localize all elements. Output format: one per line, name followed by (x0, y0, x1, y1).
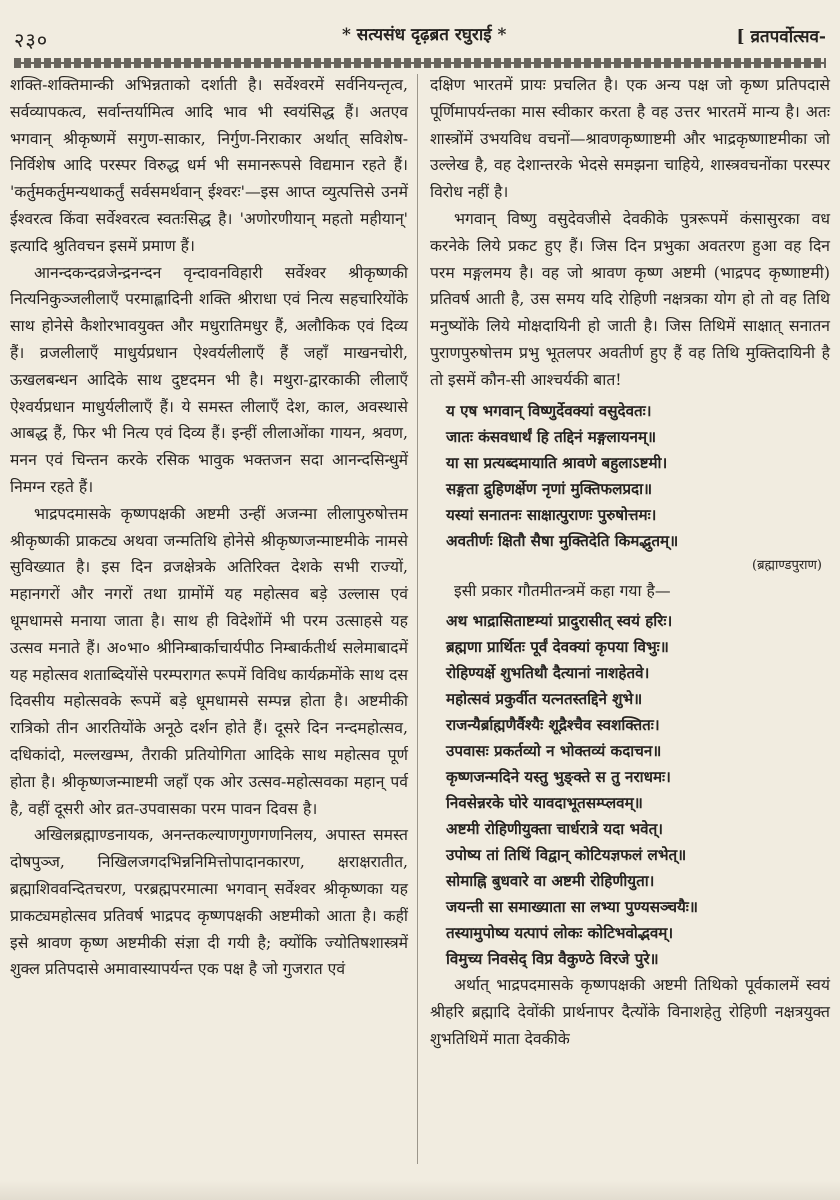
paragraph: भाद्रपदमासके कृष्णपक्षकी अष्टमी उन्हीं अजन्मा लीलापुरुषोत्तम श्रीकृष्णकी प्राकट्य अथवा जन्मतिथि होनेसे श्रीकृष्णजन्माष्टमीके नामसे सुविख्यात है। इस दिन व्रजक्षेत्रके अतिरिक्त देशके सभी राज्यों, महानगरों और नगरों तथा ग्रामोंमें यह महोत्सव बड़े उल्लास एवं धूमधामसे मनाया जाता है। साथ ही विदेशोंमें भी परम उत्साहसे यह उत्सव मनाते हैं। अ०भा० श्रीनिम्बार्काचार्यपीठ निम्बार्कतीर्थ सलेमाबादमें यह महोत्सव शताब्दियोंसे परम्परागत रूपमें विविध कार्यक्रमोंके साथ दस दिवसीय महोत्सवके रूपमें बड़े धूमधामसे सम्पन्न होता है। अष्टमीकी रात्रिको तीन आरतियोंके अनूठे दर्शन होते हैं। दूसरे दिन नन्दमहोत्सव, दधिकांदो, मल्लखम्भ, तैराकी प्रतियोगिता आदिके साथ महोत्सव पूर्ण होता है। श्रीकृष्णजन्माष्टमी जहाँ एक ओर उत्सव-महोत्सवका महान् पर्व है, वहीं दूसरी ओर व्रत-उपवासका परम पावन दिवस है। (10, 503, 408, 818)
verse-line: तस्यामुपोष्य यत्पापं लोकः कोटिभवोद्भवम्। (446, 924, 674, 943)
paragraph: अर्थात् भाद्रपदमासके कृष्णपक्षकी अष्टमी तिथिको पूर्वकालमें स्वयं श्रीहरि ब्रह्मादि देवोंकी प्रार्थनापर दैत्योंके विनाशहेतु रोहिणी नक्षत्रयुक्त शुभतिथिमें माता देवकीके (430, 975, 830, 1048)
column-divider (417, 74, 418, 1164)
verse-block-brahmanda (446, 398, 830, 554)
verse-line: ब्रह्मणा प्रार्थितः पूर्वं देवक्यां कृपया विभुः॥ (446, 638, 669, 657)
paragraph: आनन्दकन्दव्रजेन्द्रनन्दन वृन्दावनविहारी सर्वेश्वर श्रीकृष्णकी नित्यनिकुञ्जलीलाएँ परमाह्लादिनी शक्ति श्रीराधा एवं नित्य सहचारियोंके साथ होनेसे कैशोरभावयुक्त और मधुरातिमधुर हैं, अलौकिक एवं दिव्य हैं। व्रजलीलाएँ माधुर्यप्रधान ऐश्वर्यलीलाएँ हैं जहाँ माखनचोरी, ऊखलबन्धन आदिके साथ दुष्टदमन भी है। मथुरा-द्वारकाकी लीलाएँ ऐश्वर्यप्रधान माधुर्यलीलाएँ हैं। ये समस्त लीलाएँ देश, काल, अवस्थासे आबद्ध हैं, फिर भी नित्य एवं दिव्य हैं। इन्हीं लीलाओंका गायन, श्रवण, मनन एवं चिन्तन करके रसिक भावुक भक्तजन सदा आनन्दसिन्धुमें निमग्न रहते हैं। (10, 262, 408, 496)
paragraph: शक्ति-शक्तिमान्की अभिन्नताको दर्शाती है। सर्वेश्वरमें सर्वनियन्तृत्व, सर्वव्यापकत्व, सर्वान्तर्यामित्व आदि भाव भी स्वयंसिद्ध हैं। अतएव भगवान् श्रीकृष्णमें सगुण-साकार, निर्गुण-निराकार अर्थात् सविशेष-निर्विशेष आदि परस्पर विरुद्ध धर्म भी समानरूपसे विद्यमान रहते हैं। 'कर्तुमकर्तुमन्यथाकर्तुं सर्वसमर्थवान् ईश्वरः'—इस आप्त व्युत्पत्तिसे उनमें ईश्वरत्व किंवा सर्वेश्वरत्व स्वतःसिद्ध है। 'अणोरणीयान् महतो महीयान्' इत्यादि श्रुतिवचन इसमें प्रमाण हैं। (10, 75, 408, 255)
decorative-border (14, 58, 826, 68)
page-number: २३० (14, 28, 49, 52)
verse-line: सोमाह्नि बुधवारे वा अष्टमी रोहिणीयुता। (446, 872, 655, 891)
verse-line: सङ्गता द्रुहिणर्क्षेण नृणां मुक्तिफलप्रदा॥ (446, 479, 653, 498)
verse-line: राजन्यैर्ब्राह्मणैर्वैश्यैः शूद्रैश्चैव स्वशक्तितः। (446, 716, 660, 735)
running-title: * सत्यसंध दृढ़ब्रत रघुराई * (342, 25, 507, 45)
verse-line: य एष भगवान् विष्णुर्देवक्यां वसुदेवतः। (446, 401, 652, 420)
verse-line: यस्यां सनातनः साक्षात्पुराणः पुरुषोत्तमः। (446, 505, 657, 524)
right-column (430, 72, 830, 1053)
verse-line: उपवासः प्रकर्तव्यो न भोक्तव्यं कदाचन॥ (446, 742, 662, 761)
verse-line: अष्टमी रोहिणीयुक्ता चार्धरात्रे यदा भवेत्। (446, 820, 664, 839)
paragraph: भगवान् विष्णु वसुदेवजीसे देवकीके पुत्ररूपमें कंसासुरका वध करनेके लिये प्रकट हुए हैं। जिस दिन प्रभुका अवतरण हुआ वह दिन परम मङ्गलमय है। वह जो श्रावण कृष्ण अष्टमी (भाद्रपद कृष्णाष्टमी) प्रतिवर्ष आती है, उस समय यदि रोहिणी नक्षत्रका योग हो तो वह तिथि मनुष्योंके लिये मोक्षदायिनी हो जाती है। जिस तिथिमें साक्षात् सनातन पुराणपुरुषोत्तम प्रभु भूतलपर अवतीर्ण हुए हैं वह तिथि मुक्तिदायिनी है तो इसमें कौन-सी आश्चर्यकी बात! (430, 208, 830, 389)
section-title: [ व्रतपर्वोत्सव- (736, 27, 826, 47)
verse-source: (ब्रह्माण्डपुराण) (752, 557, 822, 573)
verse-line: अवतीर्णः क्षितौ सैषा मुक्तिदेति किमद्भुतम्॥ (446, 531, 679, 550)
verse-line: कृष्णजन्मदिने यस्तु भुङ्क्ते स तु नराधमः। (446, 768, 671, 787)
verse-line: विमुच्य निवसेद् विप्र वैकुण्ठे विरजे पुरे॥ (446, 950, 659, 969)
verse-line: जातः कंसवधार्थं हि तद्दिनं मङ्गलायनम्॥ (446, 427, 657, 446)
paragraph: अखिलब्रह्माण्डनायक, अनन्तकल्याणगुणगणनिलय, अपास्त समस्त दोषपुञ्ज, निखिलजगदभिन्ननिमित्तोपादानकारण, क्षराक्षरातीत, ब्रह्माशिववन्दितचरण, परब्रह्मपरमात्मा भगवान् सर्वेश्वर श्रीकृष्णका यह प्राकट्यमहोत्सव प्रतिवर्ष भाद्रपद कृष्णपक्षकी अष्टमीको आता है। कहीं इसे श्रावण कृष्ण अष्टमीकी संज्ञा दी गयी है; क्योंकि ज्योतिषशास्त्रमें शुक्ल प्रतिपदासे अमावास्यापर्यन्त एक पक्ष है जो गुजरात एवं (10, 825, 408, 979)
verse-line: या सा प्रत्यब्दमायाति श्रावणे बहुलाऽष्टमी। (446, 453, 668, 472)
left-column (10, 72, 408, 983)
page-bottom-edge (0, 1180, 840, 1200)
verse-line: अथ भाद्रासिताष्टम्यां प्रादुरासीत् स्वयं हरिः। (446, 612, 673, 631)
verse-line: रोहिण्यर्क्षे शुभतिथौ दैत्यानां नाशहेतवे। (446, 664, 650, 683)
paragraph: दक्षिण भारतमें प्रायः प्रचलित है। एक अन्य पक्ष जो कृष्ण प्रतिपदासे पूर्णिमापर्यन्तका मास स्वीकार करता है वह उत्तर भारतमें मान्य है। अतः शास्त्रोंमें उभयविध वचनों—श्रावणकृष्णाष्टमी और भाद्रकृष्णाष्टमीका जो उल्लेख है, वह देशान्तरके भेदसे समझना चाहिये, शास्त्रवचनोंका परस्पर विरोध नहीं है। (430, 75, 830, 202)
page-header (12, 20, 826, 54)
verse-line: महोत्सवं प्रकुर्वीत यत्नतस्तद्दिने शुभे॥ (446, 690, 643, 709)
verse-line: उपोष्य तां तिथिं विद्वान् कोटियज्ञफलं लभेत्॥ (446, 846, 687, 865)
verse-line: निवसेन्नरके घोरे यावदाभूतसम्प्लवम्॥ (446, 794, 643, 813)
verse-line: जयन्ती सा समाख्याता सा लभ्या पुण्यसञ्चयैः॥ (446, 898, 698, 917)
right-paragraphs (430, 72, 830, 394)
verse-intro: इसी प्रकार गौतमीतन्त्रमें कहा गया है— (454, 580, 671, 600)
verse-block-gautami (446, 608, 830, 972)
